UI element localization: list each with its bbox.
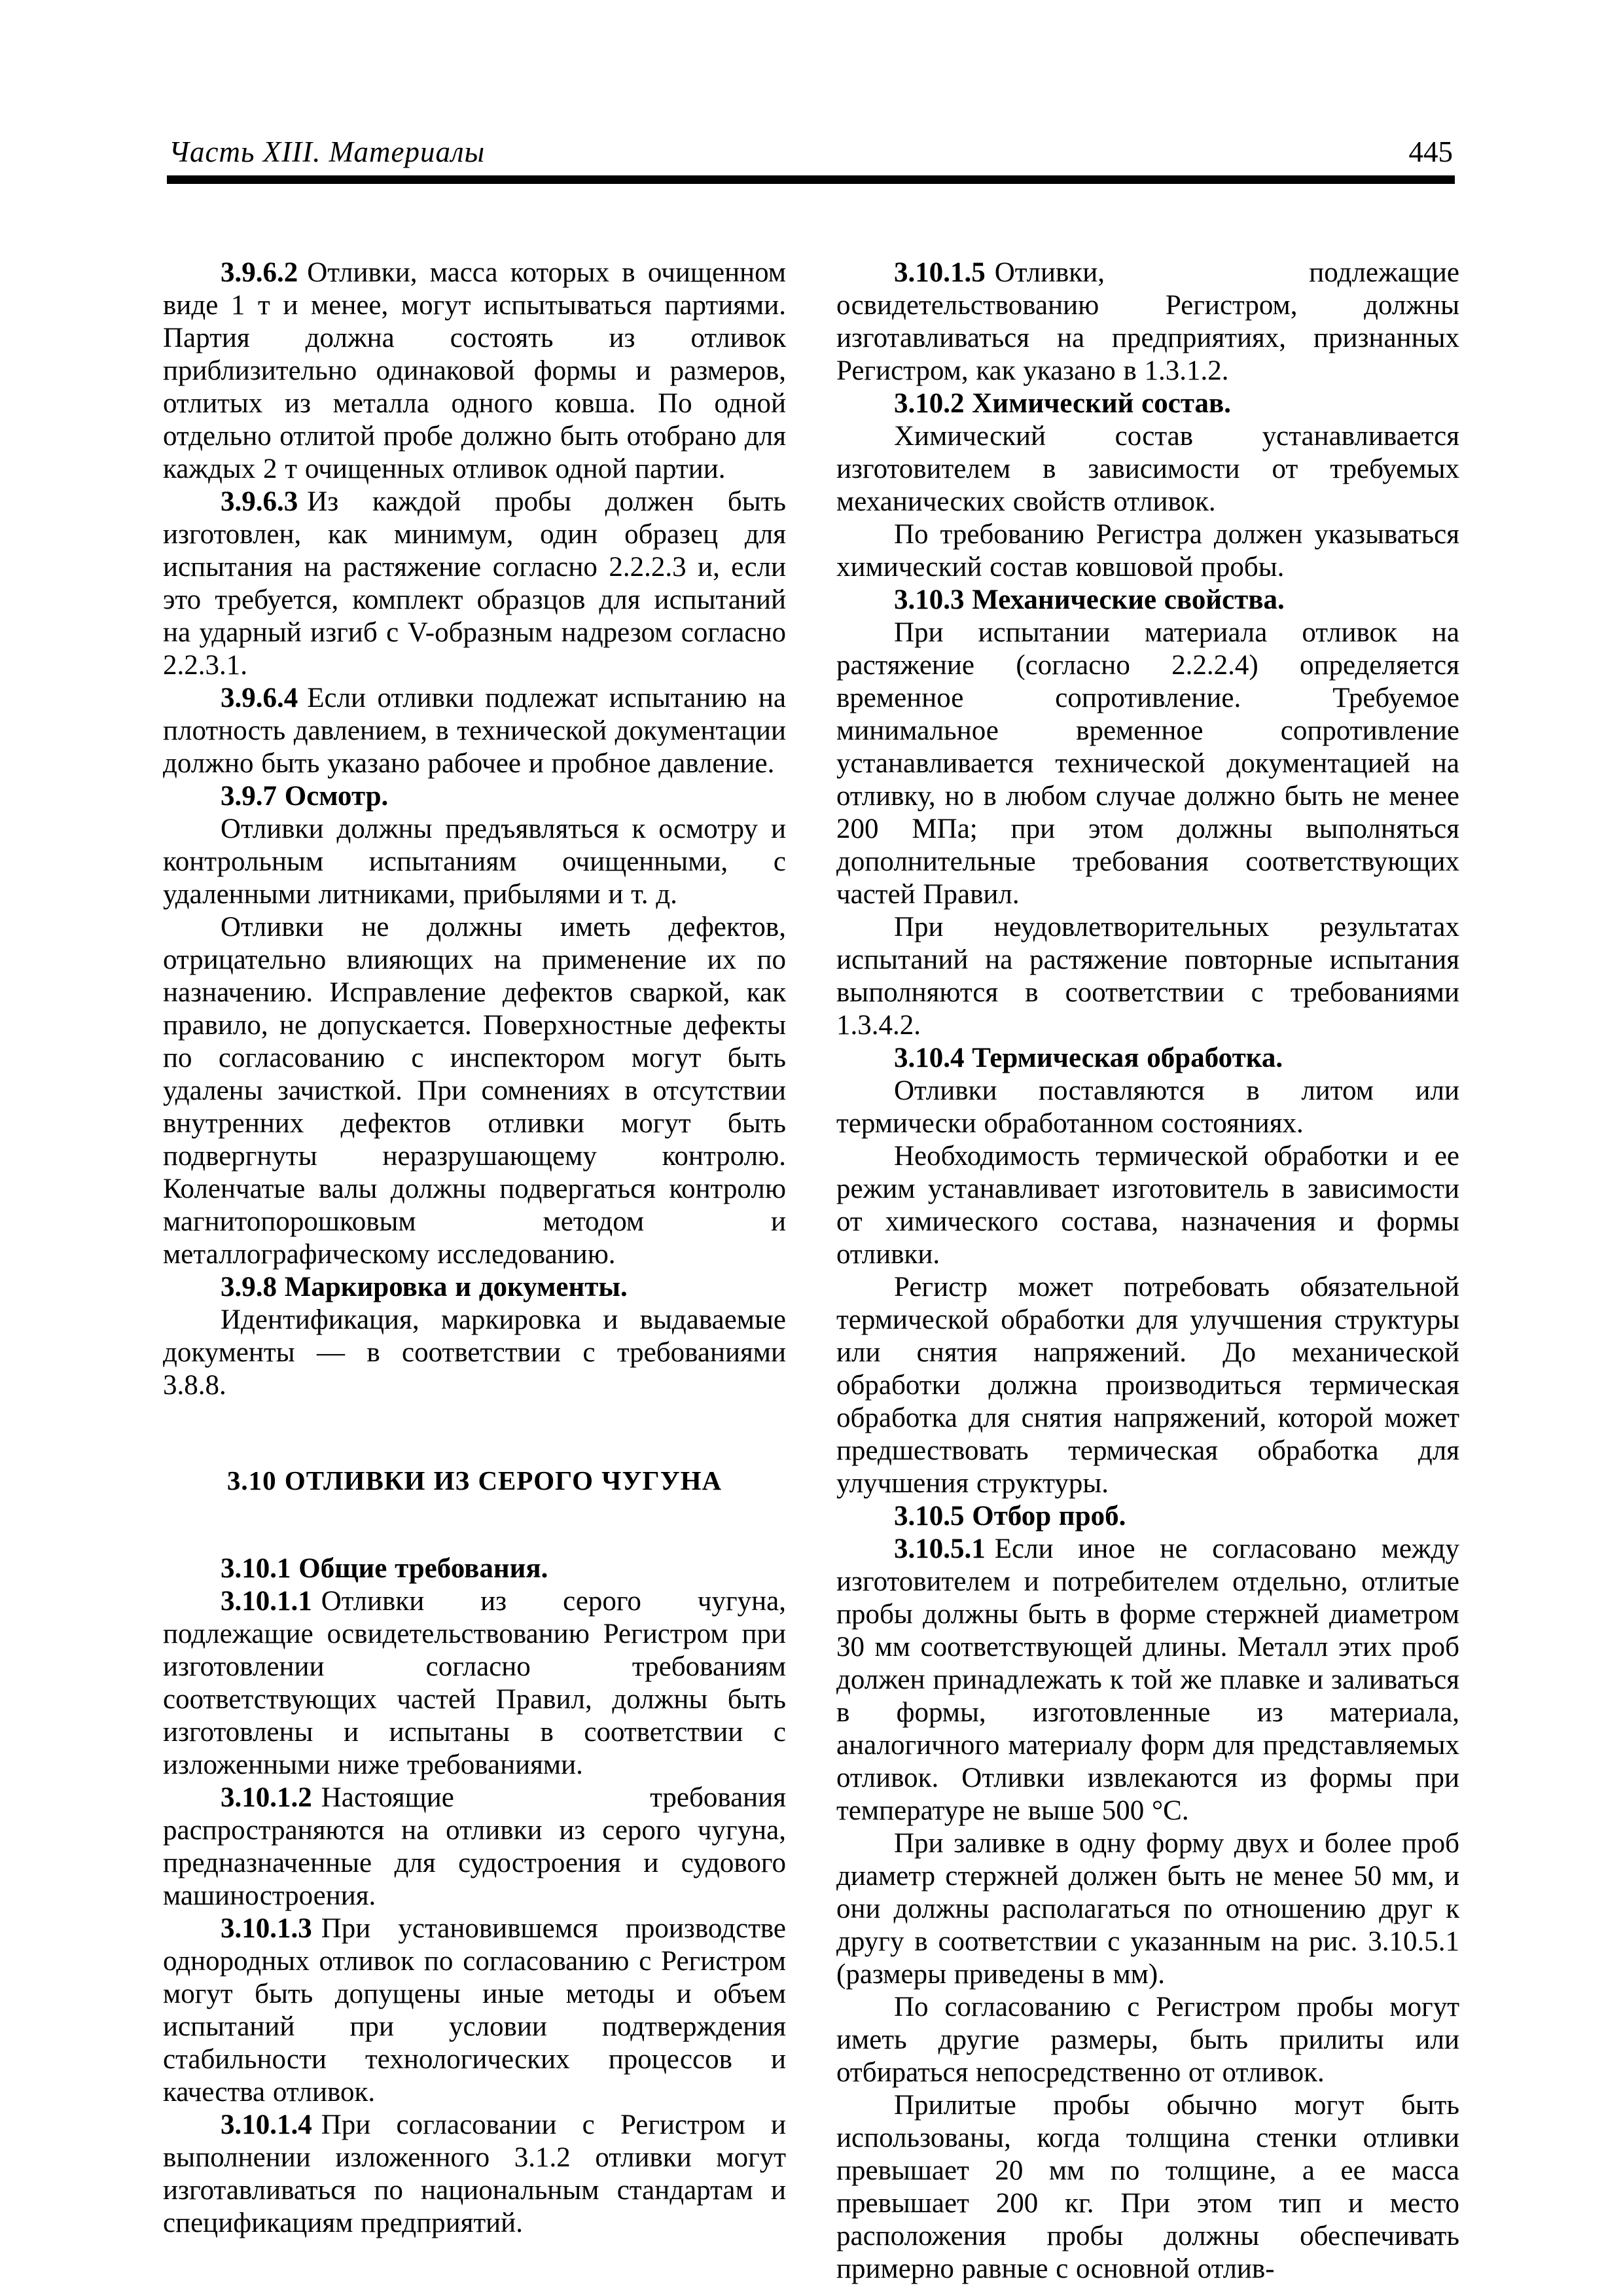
clause-paragraph (163, 682, 786, 780)
clause-heading (163, 1271, 786, 1304)
paragraph-text: Если иное не согласовано между изготовителем и потребителем отдельно, отлитые пробы должны быть в форме стержней диаметром 30 мм соответствующей длины. Металл этих проб должен принадлежать к той же плавке и заливаться в формы, изготовленные из материала, аналогичного материалу форм для представляемых отливок. Отливки извлекаются из формы при температуре не выше 500 °С. (836, 1534, 1459, 1826)
body-paragraph (836, 1827, 1459, 1991)
body-paragraph (836, 1991, 1459, 2089)
body-paragraph (163, 911, 786, 1271)
paragraph-text: Отливки, масса которых в очищенном виде 1 т и менее, могут испытываться партиями. Партия должна состоять из отливок приблизительно одинаковой формы и размеров, отлитых из металла одного ковша. По одной отдельно отлитой пробе должно быть отобрано для каждых 2 т очищенных отливок одной партии. (163, 257, 786, 484)
clause-number: 3.10.1.4 (221, 2109, 312, 2140)
right-column (836, 257, 1459, 2286)
clause-heading (836, 387, 1459, 420)
body-paragraph (836, 911, 1459, 1042)
clause-number: 3.10.1.5 (894, 257, 986, 288)
paragraph-text: Необходимость термической обработки и ее режим устанавливает изготовитель в зависимости от химического состава, назначения и формы отливки. (836, 1141, 1459, 1270)
clause-number: 3.10.1.2 (221, 1782, 312, 1813)
clause-heading (836, 1042, 1459, 1075)
running-head (169, 135, 1453, 169)
clause-number: 3.10.1.1 (221, 1586, 312, 1617)
clause-heading (836, 584, 1459, 617)
clause-paragraph (836, 1533, 1459, 1827)
clause-paragraph (163, 486, 786, 682)
body-paragraph (163, 1304, 786, 1402)
paragraph-text: Регистр может потребовать обязательной термической обработки для улучшения структуры или снятия напряжений. До механической обработки должна производиться термическая обработка для снятия напряжений, которой может предшествовать термическая обработка для улучшения структуры. (836, 1272, 1459, 1499)
paragraph-text: Если отливки подлежат испытанию на плотность давлением, в технической документации должно быть указано рабочее и пробное давление. (163, 683, 786, 779)
page-number: 445 (1408, 135, 1453, 168)
paragraph-text: При испытании материала отливок на растяжение (согласно 2.2.2.4) определяется временное сопротивление. Требуемое минимальное временное сопротивление устанавливается технической документацией на отливку, но в любом случае должно быть не менее 200 МПа; при этом должны выполняться дополнительные требования соответствующих частей Правил. (836, 617, 1459, 910)
paragraph-text: 3.10.1 Общие требования. (221, 1553, 548, 1584)
paragraph-text: 3.9.7 Осмотр. (221, 781, 389, 812)
body-paragraph (836, 1075, 1459, 1140)
body-paragraph (836, 2089, 1459, 2286)
paragraph-text: Настоящие требования распространяются на отливки из серого чугуна, предназначенные для судостроения и судового машиностроения. (163, 1782, 786, 1911)
body-paragraph (836, 420, 1459, 518)
clause-paragraph (163, 1912, 786, 2109)
paragraph-text: Химический состав устанавливается изготовителем в зависимости от требуемых механических свойств отливок. (836, 421, 1459, 517)
clause-number: 3.9.6.4 (221, 683, 298, 713)
clause-heading (836, 1500, 1459, 1533)
paragraph-text: 3.10.3 Механические свойства. (894, 584, 1285, 615)
paragraph-text: Из каждой пробы должен быть изготовлен, как минимум, один образец для испытания на растяжение согласно 2.2.2.3 и, если это требуется, комплект образцов для испытаний на ударный изгиб с V-образным надрезом согласно 2.2.3.1. (163, 486, 786, 681)
paragraph-text: При заливке в одну форму двух и более проб диаметр стержней должен быть не менее 50 мм, и они должны располагаться по отношению друг к другу в соответствии с указанным на рис. 3.10.5.1 (размеры приведены в мм). (836, 1828, 1459, 1990)
clause-paragraph (163, 1782, 786, 1912)
paragraph-text: Идентификация, маркировка и выдаваемые документы — в соответствии с требованиями 3.8.8. (163, 1304, 786, 1401)
running-head-title: Часть XIII. Материалы (169, 135, 486, 168)
paragraph-text: Прилитые пробы обычно могут быть использованы, когда толщина стенки отливки превышает 20 мм по толщине, а ее масса превышает 200 кг. При этом тип и место расположения пробы должны обеспечивать примерно равные с основной отлив- (836, 2090, 1459, 2284)
paragraph-text: По требованию Регистра должен указываться химический состав ковшовой пробы. (836, 519, 1459, 583)
clause-paragraph (836, 257, 1459, 387)
paragraph-text: Отливки не должны иметь дефектов, отрицательно влияющих на применение их по назначению. Исправление дефектов сваркой, как правило, не допускается. Поверхностные дефекты по согласованию с инспектором могут быть удалены зачисткой. При сомнениях в отсутствии внутренних дефектов отливки могут быть подвергнуты неразрушающему контролю. Коленчатые валы должны подвергаться контролю магнитопорошковым методом и металлографическому исследованию. (163, 912, 786, 1270)
paragraph-text: Отливки поставляются в литом или термически обработанном состояниях. (836, 1075, 1459, 1139)
paragraph-text: Отливки, подлежащие освидетельствованию Регистром, должны изготавливаться на предприятиях, признанных Регистром, как указано в 1.3.1.2. (836, 257, 1459, 386)
paragraph-text: 3.9.8 Маркировка и документы. (221, 1272, 628, 1302)
body-paragraph (836, 1140, 1459, 1271)
clause-paragraph (163, 1585, 786, 1782)
clause-number: 3.9.6.2 (221, 257, 298, 288)
left-column (163, 257, 786, 2240)
clause-paragraph (163, 2109, 786, 2240)
paragraph-text: 3.10.5 Отбор проб. (894, 1501, 1126, 1532)
clause-paragraph (163, 257, 786, 486)
body-paragraph (836, 617, 1459, 911)
body-paragraph (163, 813, 786, 911)
clause-number: 3.10.5.1 (894, 1534, 986, 1564)
paragraph-text: При согласовании с Регистром и выполнении изложенного 3.1.2 отливки могут изготавливаться по национальным стандартам и спецификациям предприятий. (163, 2109, 786, 2238)
clause-heading (163, 1552, 786, 1585)
paragraph-text: При неудовлетворительных результатах испытаний на растяжение повторные испытания выполняются в соответствии с требованиями 1.3.4.2. (836, 912, 1459, 1041)
paragraph-text: По согласованию с Регистром пробы могут иметь другие размеры, быть прилиты или отбираться непосредственно от отливок. (836, 1992, 1459, 2088)
header-rule (167, 175, 1455, 184)
paragraph-text: 3.10.4 Термическая обработка. (894, 1043, 1283, 1073)
paragraph-text: Отливки должны предъявляться к осмотру и контрольным испытаниям очищенными, с удаленными литниками, прибылями и т. д. (163, 814, 786, 910)
paragraph-text: 3.10 ОТЛИВКИ ИЗ СЕРОГО ЧУГУНА (226, 1465, 722, 1496)
clause-number: 3.10.1.3 (221, 1913, 312, 1944)
clause-heading (163, 780, 786, 813)
paragraph-text: Отливки из серого чугуна, подлежащие освидетельствованию Регистром при изготовлении согласно требованиям соответствующих частей Правил, должны быть изготовлены и испытаны в соответствии с изложенными ниже требованиями. (163, 1586, 786, 1780)
body-paragraph (836, 518, 1459, 584)
paragraph-text: При установившемся производстве однородных отливок по согласованию с Регистром могут быть допущены иные методы и объем испытаний при условии подтверждения стабильности технологических процессов и качества отливок. (163, 1913, 786, 2108)
clause-number: 3.9.6.3 (221, 486, 298, 517)
body-paragraph (836, 1271, 1459, 1500)
section-heading (163, 1465, 786, 1496)
paragraph-text: 3.10.2 Химический состав. (894, 388, 1231, 419)
